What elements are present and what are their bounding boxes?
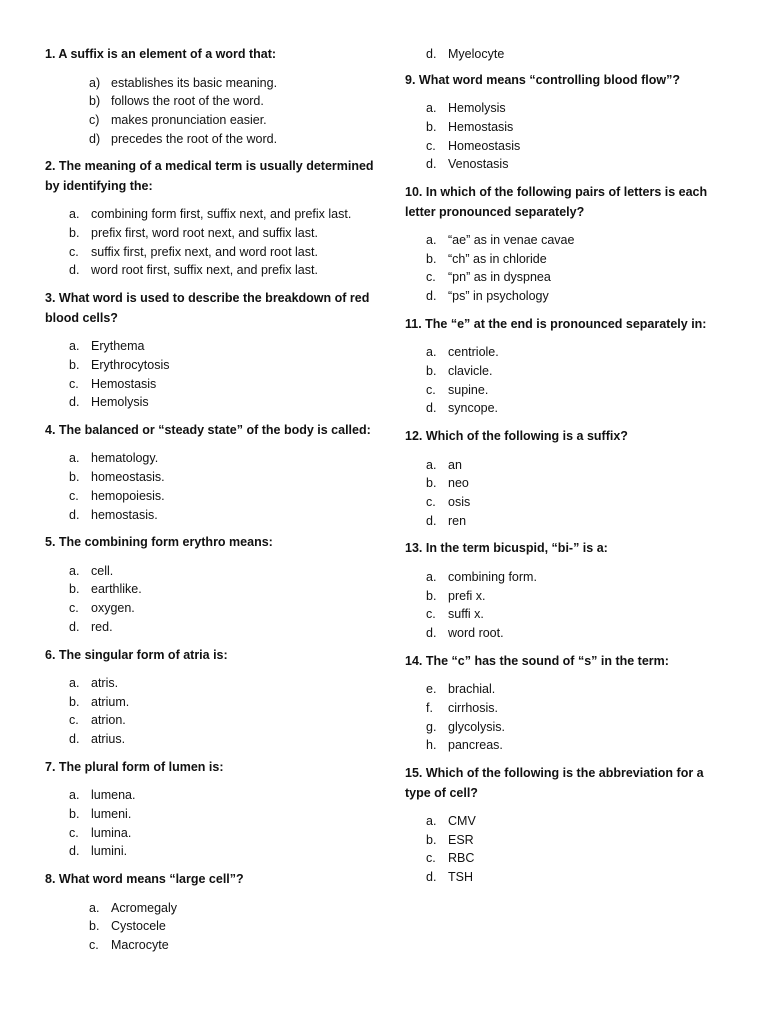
option-letter: a)	[89, 75, 101, 90]
option-text: Hemolysis	[448, 101, 506, 116]
option-text: earthlike.	[91, 582, 142, 597]
answer-option	[405, 736, 725, 755]
option-letter: c.	[69, 601, 79, 616]
options-list	[45, 562, 375, 637]
option-letter: d.	[69, 619, 80, 634]
answer-option	[45, 580, 375, 599]
option-letter: b.	[426, 119, 437, 134]
options-list	[405, 343, 725, 418]
question-text: 6. The singular form of atria is:	[45, 647, 228, 662]
option-letter: a.	[69, 451, 80, 466]
option-text: hemostasis.	[91, 507, 158, 522]
option-letter: c.	[426, 382, 436, 397]
option-text: clavicle.	[448, 364, 493, 379]
answer-option	[405, 512, 725, 531]
answer-option	[45, 92, 375, 111]
option-text: RBC	[448, 851, 475, 866]
answer-option	[45, 130, 375, 149]
question-text: 2. The meaning of a medical term is usually determined by identifying the:	[45, 159, 374, 193]
question-text: 3. What word is used to describe the breakdown of red blood cells?	[45, 291, 370, 325]
answer-option	[405, 231, 725, 250]
option-letter: a.	[89, 900, 100, 915]
question-block	[45, 758, 375, 861]
answer-option	[405, 568, 725, 587]
option-letter: d.	[426, 513, 437, 528]
option-text: prefi x.	[448, 588, 486, 603]
answer-option	[45, 917, 375, 936]
option-letter: a.	[426, 457, 437, 472]
answer-option	[405, 493, 725, 512]
answer-option	[45, 111, 375, 130]
answer-option	[45, 786, 375, 805]
answer-option	[405, 868, 725, 887]
option-letter: a.	[69, 207, 80, 222]
option-letter: h.	[426, 738, 437, 753]
answer-option	[405, 831, 725, 850]
question-text: 4. The balanced or “steady state” of the body is called:	[45, 422, 371, 437]
answer-option	[405, 605, 725, 624]
answer-option	[45, 693, 375, 712]
answer-option	[405, 287, 725, 306]
option-text: ESR	[448, 832, 474, 847]
answer-option	[405, 699, 725, 718]
option-letter: d.	[69, 395, 80, 410]
answer-option	[405, 456, 725, 475]
option-text: Erythema	[91, 339, 145, 354]
option-letter: a.	[426, 814, 437, 829]
question-block	[45, 421, 375, 524]
option-text: “ae” as in venae cavae	[448, 233, 575, 248]
option-letter: c.	[69, 376, 79, 391]
option-letter: b.	[426, 588, 437, 603]
question-text: 9. What word means “controlling blood flow”?	[405, 72, 680, 87]
option-letter: c.	[426, 270, 436, 285]
answer-option	[45, 205, 375, 224]
option-text: atrion.	[91, 713, 126, 728]
answer-option	[45, 74, 375, 93]
option-letter: c.	[69, 244, 79, 259]
question-block	[45, 289, 375, 412]
option-text: red.	[91, 619, 113, 634]
option-text: “ch” as in chloride	[448, 251, 547, 266]
answer-option	[45, 356, 375, 375]
option-letter: a.	[69, 339, 80, 354]
option-letter: d.	[426, 870, 437, 885]
option-text: Hemostasis	[448, 119, 514, 134]
question-block	[405, 315, 725, 418]
option-letter: b.	[69, 582, 80, 597]
answer-option	[405, 118, 725, 137]
option-letter: a.	[426, 233, 437, 248]
options-list	[405, 99, 725, 174]
answer-option	[405, 381, 725, 400]
option-text: Venostasis	[448, 157, 509, 172]
options-list	[45, 899, 375, 955]
option-letter: a.	[69, 563, 80, 578]
option-letter: c.	[426, 851, 436, 866]
question-text: 11. The “e” at the end is pronounced separately in:	[405, 316, 707, 331]
answer-option	[405, 680, 725, 699]
option-text: homeostasis.	[91, 470, 165, 485]
question-text: 7. The plural form of lumen is:	[45, 759, 224, 774]
question-text: 15. Which of the following is the abbreviation for a type of cell?	[405, 766, 704, 800]
options-list	[45, 786, 375, 861]
option-letter: b.	[426, 832, 437, 847]
option-text: word root.	[448, 626, 504, 641]
answer-option	[405, 250, 725, 269]
answer-option	[405, 812, 725, 831]
answer-option	[45, 487, 375, 506]
option-letter: d.	[426, 157, 437, 172]
option-text: prefix first, word root next, and suffix last.	[91, 226, 318, 241]
options-list	[405, 812, 725, 887]
option-text: Myelocyte	[448, 47, 505, 61]
question-block	[405, 539, 725, 642]
option-text: Acromegaly	[111, 900, 177, 915]
option-letter: d.	[426, 47, 437, 61]
option-letter: c.	[69, 713, 79, 728]
question-text: 10. In which of the following pairs of letters is each letter pronounced separately?	[405, 185, 708, 219]
question-block	[45, 533, 375, 636]
option-letter: c.	[426, 138, 436, 153]
answer-option	[405, 45, 725, 64]
option-letter: c)	[89, 112, 100, 127]
option-letter: b)	[89, 94, 101, 109]
options-list	[405, 231, 725, 306]
option-letter: b.	[69, 226, 80, 241]
option-text: brachial.	[448, 682, 496, 697]
answer-option	[405, 718, 725, 737]
option-text: combining form.	[448, 569, 537, 584]
answer-option	[45, 711, 375, 730]
question-text: 5. The combining form erythro means:	[45, 535, 273, 550]
option-text: suffix first, prefix next, and word root last.	[91, 244, 318, 259]
option-text: centriole.	[448, 345, 499, 360]
option-letter: d.	[69, 507, 80, 522]
option-text: pancreas.	[448, 738, 503, 753]
answer-option	[45, 449, 375, 468]
option-text: combining form first, suffix next, and prefix last.	[91, 207, 352, 222]
option-letter: c.	[69, 488, 79, 503]
answer-option	[45, 375, 375, 394]
question-text: 8. What word means “large cell”?	[45, 872, 244, 887]
answer-option	[45, 599, 375, 618]
option-text: an	[448, 457, 462, 472]
answer-option	[405, 362, 725, 381]
option-text: Hemolysis	[91, 395, 149, 410]
option-text: lumena.	[91, 788, 136, 803]
question-block	[45, 45, 375, 148]
answer-option	[45, 842, 375, 861]
answer-option	[45, 337, 375, 356]
right-column	[405, 45, 725, 896]
options-list	[405, 568, 725, 643]
option-text: makes pronunciation easier.	[111, 112, 267, 127]
option-text: establishes its basic meaning.	[111, 75, 278, 90]
answer-option	[45, 899, 375, 918]
answer-option	[45, 936, 375, 955]
option-text: glycolysis.	[448, 719, 505, 734]
option-text: syncope.	[448, 401, 499, 416]
option-letter: c.	[69, 825, 79, 840]
answer-option	[45, 468, 375, 487]
option-letter: d)	[89, 131, 101, 146]
question-text: 12. Which of the following is a suffix?	[405, 429, 628, 444]
option-letter: a.	[426, 101, 437, 116]
options-list	[405, 680, 725, 755]
option-letter: d.	[426, 626, 437, 641]
option-text: ren	[448, 513, 467, 528]
option-text: Erythrocytosis	[91, 357, 170, 372]
answer-option	[405, 99, 725, 118]
option-letter: d.	[69, 732, 80, 747]
options-list	[45, 449, 375, 524]
option-text: atrius.	[91, 732, 126, 747]
option-text: cell.	[91, 563, 114, 578]
option-letter: f.	[426, 700, 433, 715]
options-list	[405, 456, 725, 531]
option-letter: e.	[426, 682, 437, 697]
answer-option	[405, 849, 725, 868]
question-block	[405, 183, 725, 306]
question-block	[45, 157, 375, 280]
answer-option	[45, 506, 375, 525]
option-letter: a.	[69, 676, 80, 691]
option-letter: b.	[426, 476, 437, 491]
answer-option	[45, 562, 375, 581]
option-letter: b.	[426, 364, 437, 379]
answer-option	[45, 730, 375, 749]
answer-option	[405, 624, 725, 643]
answer-option	[405, 399, 725, 418]
question-block	[405, 71, 725, 174]
answer-option	[45, 824, 375, 843]
answer-option	[405, 268, 725, 287]
options-list	[45, 674, 375, 749]
option-letter: b.	[69, 694, 80, 709]
option-letter: b.	[69, 470, 80, 485]
options-list	[45, 74, 375, 149]
answer-option	[45, 805, 375, 824]
question-block	[45, 870, 375, 955]
answer-option	[405, 343, 725, 362]
answer-option	[405, 587, 725, 606]
options-list	[45, 205, 375, 280]
answer-option	[45, 224, 375, 243]
answer-option	[45, 261, 375, 280]
option-letter: a.	[426, 345, 437, 360]
option-text: hematology.	[91, 451, 159, 466]
option-letter: c.	[426, 495, 436, 510]
question-text: 13. In the term bicuspid, “bi-” is a:	[405, 541, 608, 556]
answer-option	[45, 243, 375, 262]
option-letter: b.	[426, 251, 437, 266]
option-text: cirrhosis.	[448, 700, 499, 715]
option-text: suffi x.	[448, 607, 484, 622]
option-letter: d.	[69, 844, 80, 859]
option-text: “ps” in psychology	[448, 289, 549, 304]
option-text: Macrocyte	[111, 938, 169, 953]
question-block	[45, 646, 375, 749]
answer-option	[405, 137, 725, 156]
left-column	[45, 45, 375, 964]
option-text: “pn” as in dyspnea	[448, 270, 551, 285]
answer-option	[45, 674, 375, 693]
option-text: atris.	[91, 676, 119, 691]
question-block	[405, 427, 725, 530]
option-letter: a.	[426, 569, 437, 584]
option-letter: d.	[69, 263, 80, 278]
question-text: 14. The “c” has the sound of “s” in the term:	[405, 653, 669, 668]
option-text: Hemostasis	[91, 376, 157, 391]
question-block	[405, 764, 725, 887]
option-letter: g.	[426, 719, 437, 734]
answer-option	[405, 474, 725, 493]
option-text: word root first, suffix next, and prefix last.	[91, 263, 318, 278]
option-text: lumini.	[91, 844, 128, 859]
answer-option	[405, 155, 725, 174]
option-text: TSH	[448, 870, 473, 885]
option-text: supine.	[448, 382, 489, 397]
option-letter: b.	[69, 357, 80, 372]
option-text: CMV	[448, 814, 476, 829]
option-letter: b.	[89, 919, 100, 934]
option-letter: c.	[426, 607, 436, 622]
option-text: osis	[448, 495, 471, 510]
option-text: lumeni.	[91, 807, 132, 822]
options-list	[45, 337, 375, 412]
option-text: oxygen.	[91, 601, 135, 616]
option-text: Cystocele	[111, 919, 166, 934]
question-text: 1. A suffix is an element of a word that:	[45, 47, 277, 61]
option-text: lumina.	[91, 825, 132, 840]
answer-option	[45, 618, 375, 637]
option-letter: c.	[89, 938, 99, 953]
option-letter: a.	[69, 788, 80, 803]
option-text: follows the root of the word.	[111, 94, 264, 109]
option-letter: d.	[426, 401, 437, 416]
option-text: neo	[448, 476, 469, 491]
option-text: hemopoiesis.	[91, 488, 165, 503]
option-text: Homeostasis	[448, 138, 521, 153]
answer-option	[45, 393, 375, 412]
question-block	[405, 652, 725, 755]
option-text: precedes the root of the word.	[111, 131, 278, 146]
option-letter: b.	[69, 807, 80, 822]
option-letter: d.	[426, 289, 437, 304]
continued-options-list	[405, 45, 725, 64]
option-text: atrium.	[91, 694, 130, 709]
